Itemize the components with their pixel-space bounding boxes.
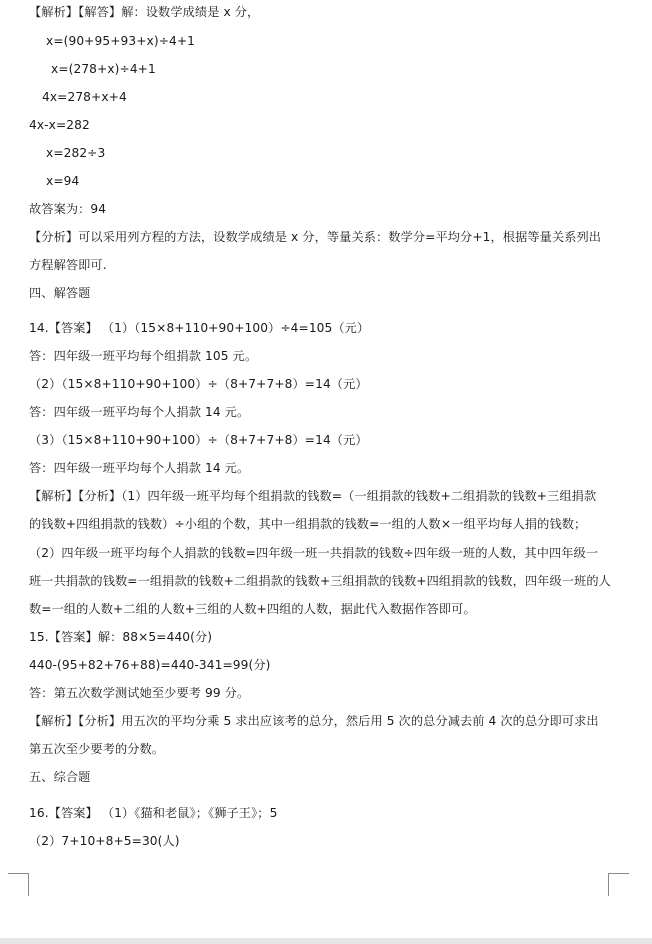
text-line: 440-(95+82+76+88)=440-341=99(分) bbox=[29, 658, 271, 672]
text-line: 答：四年级一班平均每个人捐款 14 元。 bbox=[29, 405, 250, 419]
section-heading: 五、综合题 bbox=[29, 770, 91, 784]
text-line: x=(90+95+93+x)÷4+1 bbox=[46, 34, 196, 48]
text-line: （2）（15×8+110+90+100）÷（8+7+7+8）=14（元） bbox=[29, 377, 368, 391]
text-line: （2）7+10+8+5=30(人) bbox=[29, 834, 180, 848]
text-line: 4x-x=282 bbox=[29, 118, 90, 132]
text-line: 【分析】可以采用列方程的方法，设数学成绩是 x 分，等量关系：数学分=平均分+1，根据等量关系列出 bbox=[29, 230, 602, 244]
text-line: 4x=278+x+4 bbox=[42, 90, 127, 104]
text-line: 【解析】【分析】用五次的平均分乘 5 求出应该考的总分，然后用 5 次的总分减去前 4 次的总分即可求出 bbox=[29, 714, 599, 728]
text-line: 班一共捐款的钱数=一组捐款的钱数+二组捐款的钱数+三组捐款的钱数+四组捐款的钱数，四年级一班的人 bbox=[29, 574, 611, 588]
text-line: x=(278+x)÷4+1 bbox=[51, 62, 156, 76]
page-bottom-edge bbox=[0, 938, 652, 944]
text-line: 14.【答案】 （1）（15×8+110+90+100）÷4=105（元） bbox=[29, 321, 370, 335]
text-line: x=282÷3 bbox=[46, 146, 106, 160]
text-line: 的钱数+四组捐款的钱数）÷小组的个数，其中一组捐款的钱数=一组的人数×一组平均每人捐的钱数； bbox=[29, 517, 587, 531]
page-corner-mark-right bbox=[608, 873, 629, 896]
text-line: （3）（15×8+110+90+100）÷（8+7+7+8）=14（元） bbox=[29, 433, 368, 447]
text-line: 故答案为：94 bbox=[29, 202, 107, 216]
text-line: 第五次至少要考的分数。 bbox=[29, 742, 165, 756]
text-line: 答：四年级一班平均每个人捐款 14 元。 bbox=[29, 461, 250, 475]
text-line: 15.【答案】解：88×5=440(分) bbox=[29, 630, 213, 644]
text-line: x=94 bbox=[46, 174, 80, 188]
page-corner-mark-left bbox=[8, 873, 29, 896]
text-line: 数=一组的人数+二组的人数+三组的人数+四组的人数，据此代入数据作答即可。 bbox=[29, 602, 476, 616]
text-line: 答：四年级一班平均每个组捐款 105 元。 bbox=[29, 349, 258, 363]
text-line: 答：第五次数学测试她至少要考 99 分。 bbox=[29, 686, 250, 700]
text-line: （2）四年级一班平均每个人捐款的钱数=四年级一班一共捐款的钱数÷四年级一班的人数，其中四年级一 bbox=[29, 546, 599, 560]
text-line: 【解析】【分析】（1）四年级一班平均每个组捐款的钱数=（一组捐款的钱数+二组捐款的钱数+三组捐款 bbox=[29, 489, 597, 503]
section-heading: 四、解答题 bbox=[29, 286, 91, 300]
text-line: 16.【答案】 （1）《猫和老鼠》；《狮子王》；5 bbox=[29, 806, 278, 820]
text-line: 方程解答即可. bbox=[29, 258, 107, 272]
text-line: 【解析】【解答】解：设数学成绩是 x 分， bbox=[29, 5, 260, 19]
